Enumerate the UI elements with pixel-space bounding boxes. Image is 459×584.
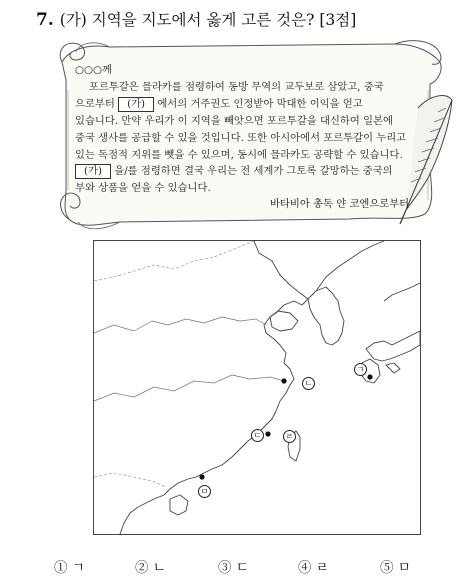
east-asia-map [93,240,421,535]
letter-line-7: 부와 상품을 얻을 수 있습니다. [75,182,211,195]
letter-salutation: ○○○께 [75,64,112,76]
letter-line-4: 중국 생사를 공급할 수 있을 것입니다. 또한 아시아에서 포르투갈이 누리고 [75,131,407,144]
letter-line-2-pre: 으로부터 [75,97,115,110]
choice-3[interactable]: ③ ㄷ [218,560,249,576]
letter-line-3: 있습니다. 만약 우리가 이 지역을 빼앗으면 포르투갈을 대신하여 일본에 [75,114,393,127]
map-marker-giyeok: ㄱ [354,363,367,376]
map-marker-mieum: ㅁ [198,485,211,498]
choice-5[interactable]: ⑤ ㅁ [380,560,411,576]
choice-4[interactable]: ④ ㄹ [298,560,329,576]
map-marker-digeut: ㄷ [251,429,264,442]
question-number: 7. [36,10,54,30]
letter-text [75,62,410,197]
letter-line-2 [75,96,410,113]
letter-line-2-post: 에서의 거주권도 인정받아 막대한 이익을 얻고 [157,97,363,110]
letter-line-6-post: 을/를 점령하면 결국 우리는 전 세계가 그토록 갈망하는 중국의 [114,165,393,178]
map-marker-rieul: ㄹ [283,430,296,443]
answer-choices [0,556,459,576]
blank-box-ga: (가) [118,97,154,112]
choice-1[interactable]: ① ㄱ [54,560,85,576]
letter-line-1: 포르투갈은 믈라카를 점령하여 동방 무역의 교두보로 삼았고, 중국 [89,80,384,93]
letter-line-6 [75,163,410,180]
letter-line-5: 있는 독점적 지위를 뺏을 수 있으며, 동시에 믈라카도 공략할 수 있습니다. [75,148,403,161]
blank-box-ga-2: (가) [75,164,111,179]
map-marker-nieun: ㄴ [302,377,315,390]
question-text: (가) 지역을 지도에서 옳게 고른 것은? [3점] [59,11,357,29]
letter-signature: 바타비아 총독 얀 코엔으로부터 [270,198,410,210]
choice-2[interactable]: ② ㄴ [135,560,166,576]
